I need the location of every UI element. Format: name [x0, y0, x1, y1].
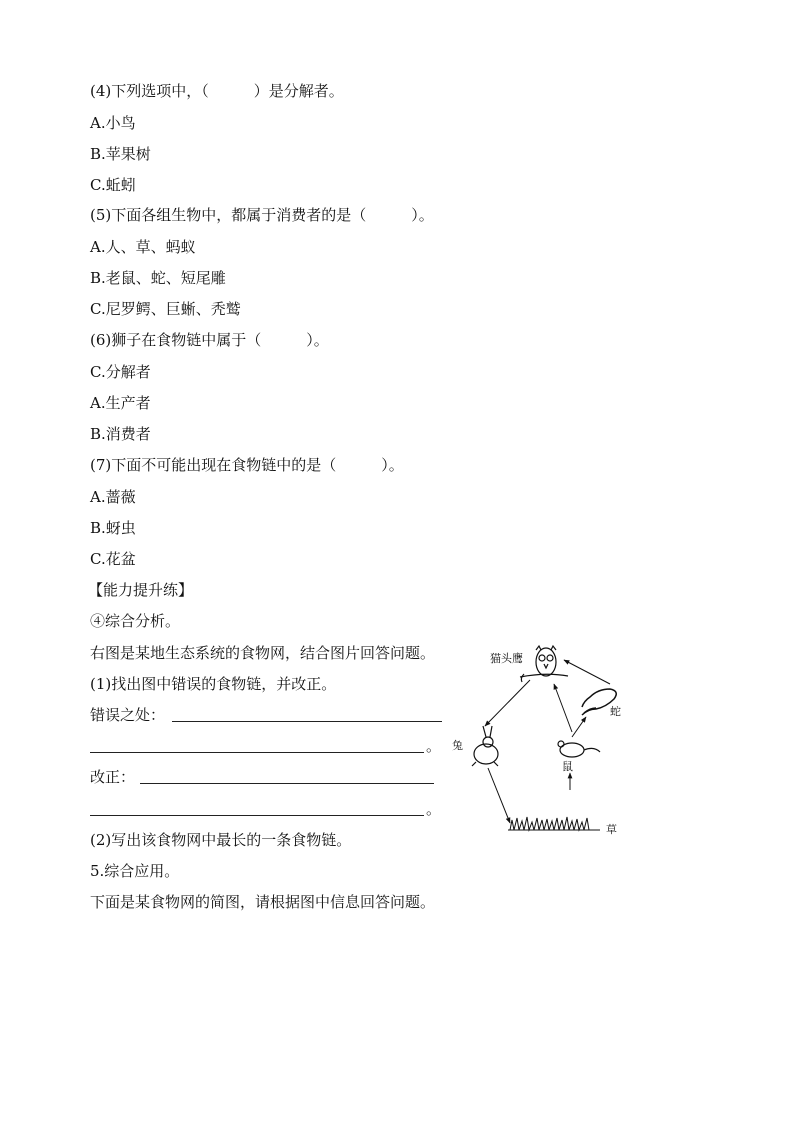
analysis-sub-question-2: (2)写出该食物网中最长的一条食物链。 [90, 831, 352, 849]
question-6-stem: (6)狮子在食物链中属于（ ）。 [90, 331, 329, 349]
arrow-snake-to-owl [564, 660, 610, 684]
snake-label: 蛇 [610, 705, 621, 718]
question-7-option-c: C.花盆 [90, 550, 136, 568]
analysis-sub-question-1: (1)找出图中错误的食物链，并改正。 [90, 675, 337, 693]
question-6-option-1: C.分解者 [90, 363, 151, 381]
mouse-icon [558, 741, 600, 757]
question-7-option-a: A.蔷薇 [90, 488, 136, 506]
grass-icon [508, 817, 600, 830]
correct-label: 改正： [90, 768, 136, 786]
question-5-option-a: A.人、草、蚂蚁 [90, 238, 196, 256]
rabbit-icon [472, 726, 498, 766]
food-web-diagram [450, 640, 650, 845]
question-7-stem: (7)下面不可能出现在食物链中的是（ ）。 [90, 456, 404, 474]
correct-answer-line-1[interactable] [140, 783, 434, 784]
error-end-mark: 。 [426, 737, 442, 755]
owl-icon [520, 646, 568, 682]
question-4-stem: (4)下列选项中，（ ）是分解者。 [90, 82, 344, 100]
arrow-mouse-to-snake [572, 717, 586, 737]
question-6-option-2: A.生产者 [90, 394, 151, 412]
correct-end-mark: 。 [426, 800, 442, 818]
question-4-option-c: C.蚯蚓 [90, 176, 136, 194]
analysis-heading: ④综合分析。 [90, 612, 181, 630]
mouse-label: 鼠 [562, 760, 573, 773]
analysis-intro: 右图是某地生态系统的食物网，结合图片回答问题。 [90, 644, 436, 662]
question-5-stem: (5)下面各组生物中，都属于消费者的是（ ）。 [90, 206, 434, 224]
owl-label: 猫头鹰 [490, 652, 523, 665]
question-6-option-3: B.消费者 [90, 425, 151, 443]
arrow-owl-to-rabbit [485, 680, 530, 726]
application-intro: 下面是某食物网的简图，请根据图中信息回答问题。 [90, 893, 436, 911]
section-title: 【能力提升练】 [88, 581, 194, 599]
rabbit-label: 兔 [452, 739, 463, 752]
error-answer-line-2[interactable] [90, 752, 424, 753]
error-label: 错误之处： [90, 706, 166, 724]
application-heading: 5.综合应用。 [90, 862, 180, 880]
grass-label: 草 [606, 823, 617, 836]
correct-answer-line-2[interactable] [90, 815, 424, 816]
question-5-option-c: C.尼罗鳄、巨蜥、秃鹫 [90, 300, 241, 318]
arrow-mouse-to-owl [554, 684, 572, 732]
error-answer-line-1[interactable] [172, 721, 442, 722]
question-5-option-b: B.老鼠、蛇、短尾雕 [90, 269, 226, 287]
question-4-option-b: B.苹果树 [90, 145, 151, 163]
question-7-option-b: B.蚜虫 [90, 519, 136, 537]
arrow-rabbit-to-grass [488, 768, 510, 823]
question-4-option-a: A.小鸟 [90, 114, 136, 132]
